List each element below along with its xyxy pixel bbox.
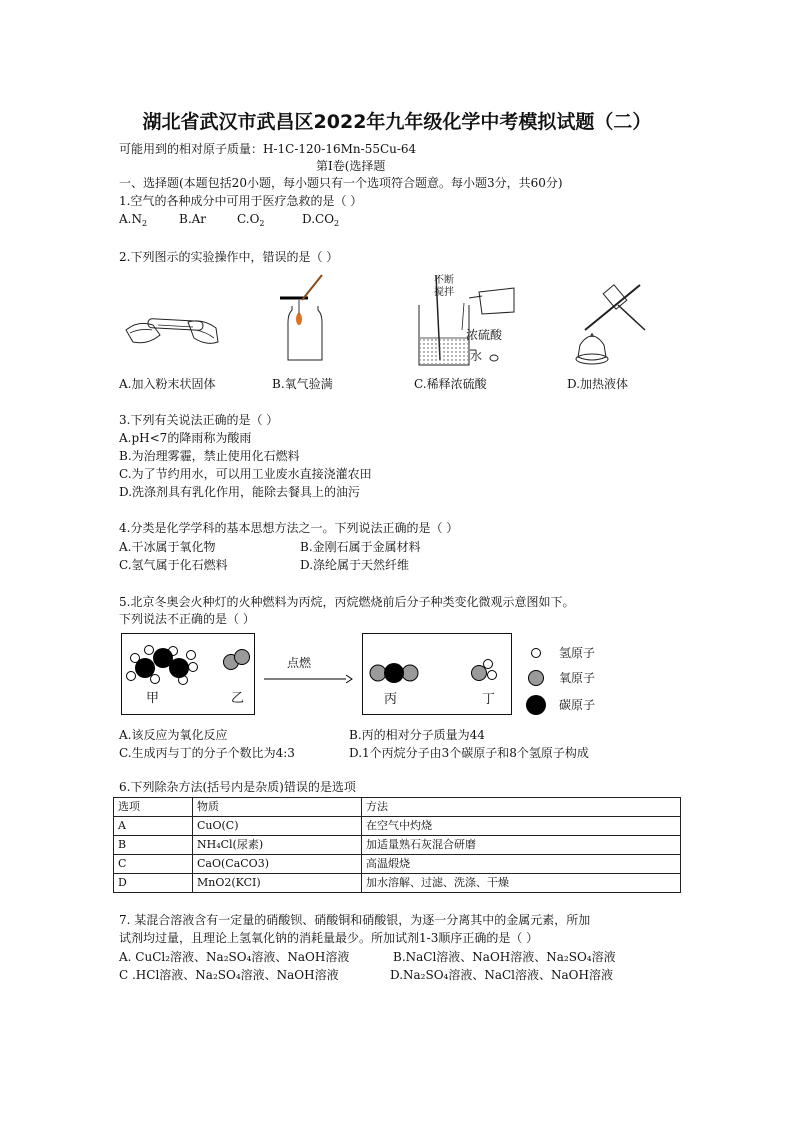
- table-header-row: [114, 798, 681, 817]
- q5-option-d: D.1个丙烷分子由3个碳原子和8个氢原子构成: [349, 746, 589, 760]
- table-header-cell: 选项: [114, 798, 193, 817]
- q4-option-c: C.氢气属于化石燃料: [119, 558, 228, 572]
- q5-legend-oxygen: 氧原子: [559, 671, 596, 685]
- q3-option-b: B.为治理雾霾，禁止使用化石燃料: [119, 449, 300, 463]
- section-intro: 一、选择题(本题包括20小题，每小题只有一个选项符合题意。每小题3分，共60分): [119, 176, 563, 190]
- volume-label: 第Ⅰ卷(选择题: [316, 159, 386, 173]
- table-row: [114, 836, 681, 855]
- atomic-mass-line: 可能用到的相对原子质量：H-1C-120-16Mn-55Cu-64: [119, 142, 417, 156]
- q7-option-a: A. CuCl₂溶液、Na₂SO₄溶液、NaOH溶液: [119, 950, 350, 964]
- q1-option-d: $D.CO_2$: [302, 212, 340, 228]
- q2-fig-c-label-stir1: 不断: [434, 275, 454, 286]
- q2-option-a: A.加入粉末状固体: [119, 377, 216, 391]
- page-title: 湖北省武汉市武昌区2022年九年级化学中考模拟试题（二）: [142, 111, 652, 133]
- table-cell: C: [114, 855, 193, 874]
- table-row: [114, 874, 681, 893]
- table-cell: CuO(C): [193, 817, 362, 836]
- table-row: [114, 817, 681, 836]
- table-header-cell: 方法: [362, 798, 681, 817]
- table-cell: B: [114, 836, 193, 855]
- table-cell: MnO2(KCI): [193, 874, 362, 893]
- q5-arrow-label: 点燃: [287, 656, 312, 670]
- q1-stem: 1.空气的各种成分中可用于医疗急救的是（ ）: [119, 194, 363, 208]
- q1-option-a: $A.N_2$: [119, 212, 148, 228]
- q6-stem: 6.下列除杂方法(括号内是杂质)错误的是选项: [119, 780, 356, 794]
- q2-fig-a-add-powder: [118, 300, 228, 360]
- q5-stem-line2: 下列说法不正确的是（ ）: [119, 612, 255, 626]
- q5-legend-carbon: 碳原子: [559, 698, 596, 712]
- q2-stem: 2.下列图示的实验操作中，错误的是（ ）: [119, 250, 339, 264]
- q7-option-b: B.NaCl溶液、NaOH溶液、Na₂SO₄溶液: [393, 950, 616, 964]
- q1-option-b: B.Ar: [179, 212, 207, 226]
- table-cell: 加适量熟石灰混合研磨: [362, 836, 681, 855]
- q5-label-ding: 丁: [482, 692, 496, 707]
- table-cell: CaO(CaCO3): [193, 855, 362, 874]
- q7-option-c: C .HCl溶液、Na₂SO₄溶液、NaOH溶液: [119, 968, 339, 982]
- q2-option-d: D.加热液体: [567, 377, 629, 391]
- q5-option-b: B.丙的相对分子质量为44: [349, 728, 485, 742]
- table-header-cell: 物质: [193, 798, 362, 817]
- q5-label-yi: 乙: [231, 691, 245, 706]
- q7-stem-line1: 7. 某混合溶液含有一定量的硝酸钡、硝酸铜和硝酸银，为逐一分离其中的金属元素，所加: [119, 913, 591, 927]
- table-cell: A: [114, 817, 193, 836]
- q6-table: [113, 797, 681, 893]
- q5-legend-hydrogen: 氢原子: [559, 646, 596, 660]
- q5-label-jia: 甲: [146, 691, 160, 706]
- q5-option-c: C.生成丙与丁的分子个数比为4:3: [119, 746, 295, 760]
- q2-fig-b-oxygen-test: [280, 270, 330, 365]
- q3-stem: 3.下列有关说法正确的是（ ）: [119, 413, 279, 427]
- table-cell: 加水溶解、过滤、洗涤、干燥: [362, 874, 681, 893]
- q4-option-a: A.干冰属于氧化物: [119, 540, 216, 554]
- table-cell: 在空气中灼烧: [362, 817, 681, 836]
- q2-option-c: C.稀释浓硫酸: [414, 377, 487, 391]
- table-row: [114, 855, 681, 874]
- q1-option-c: $C.O_2$: [237, 212, 265, 228]
- q2-fig-c-label-water: 水: [470, 349, 483, 363]
- q4-option-d: D.涤纶属于天然纤维: [300, 558, 410, 572]
- q5-reaction-arrow: [262, 673, 354, 685]
- q2-fig-c-label-acid: 浓硫酸: [466, 328, 503, 342]
- q4-option-b: B.金刚石属于金属材料: [300, 540, 421, 554]
- q5-stem-line1: 5.北京冬奥会火种灯的火种燃料为丙烷，丙烷燃烧前后分子种类变化微观示意图如下。: [119, 595, 575, 609]
- table-cell: 高温煅烧: [362, 855, 681, 874]
- table-cell: D: [114, 874, 193, 893]
- q3-option-c: C.为了节约用水，可以用工业废水直接浇灌农田: [119, 467, 372, 481]
- q5-label-bing: 丙: [384, 692, 398, 707]
- q3-option-d: D.洗涤剂具有乳化作用，能除去餐具上的油污: [119, 485, 361, 499]
- q4-stem: 4.分类是化学学科的基本思想方法之一。下列说法正确的是（ ）: [119, 521, 459, 535]
- q2-fig-d-heat-liquid: [570, 275, 660, 370]
- q2-option-b: B.氧气验满: [272, 377, 333, 391]
- q5-legend-atoms: [525, 643, 549, 719]
- q7-stem-line2: 试剂均过量，且理论上氢氧化钠的消耗量最少。所加试剂1-3顺序正确的是（ ）: [119, 931, 539, 945]
- q3-option-a: A.pH<7的降雨称为酸雨: [119, 431, 252, 445]
- q2-fig-c-label-stir2: 搅拌: [434, 287, 454, 298]
- table-cell: NH₄Cl(尿素): [193, 836, 362, 855]
- q7-option-d: D.Na₂SO₄溶液、NaCl溶液、NaOH溶液: [390, 968, 613, 982]
- q2-fig-c-dilute-acid: [414, 270, 524, 370]
- q5-option-a: A.该反应为氧化反应: [119, 728, 228, 742]
